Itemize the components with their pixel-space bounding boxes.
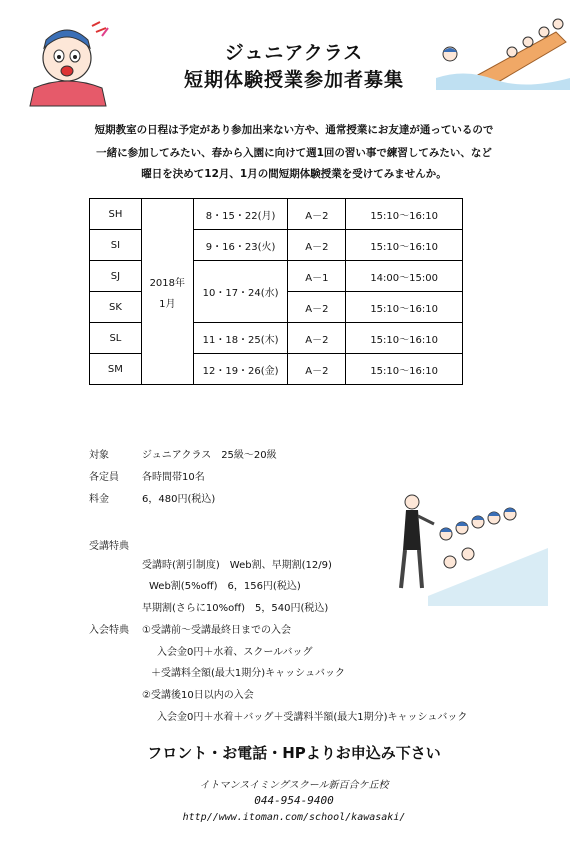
month-year: 2018年 bbox=[149, 277, 186, 289]
class-pool: A－2 bbox=[288, 292, 346, 323]
enroll-line-1: ①受講前〜受講最終日までの入会 bbox=[142, 625, 291, 636]
enroll-label: 入会特典 bbox=[89, 625, 129, 636]
class-code: SL bbox=[90, 323, 142, 354]
class-dates: 10・17・24(水) bbox=[193, 261, 288, 323]
class-code: SH bbox=[90, 199, 142, 230]
instructor-and-children-illustration bbox=[388, 488, 548, 606]
application-call-to-action: フロント・お電話・HPよりお申込み下さい bbox=[147, 744, 441, 762]
class-time: 15:10〜16:10 bbox=[346, 230, 463, 261]
class-time: 15:10〜16:10 bbox=[346, 199, 463, 230]
fee-label: 料金 bbox=[89, 494, 109, 505]
class-dates: 9・16・23(火) bbox=[193, 230, 288, 261]
class-time: 15:10〜16:10 bbox=[346, 354, 463, 385]
title-line-2: 短期体験授業参加者募集 bbox=[183, 69, 404, 91]
class-time: 14:00〜15:00 bbox=[346, 261, 463, 292]
class-pool: A－2 bbox=[288, 354, 346, 385]
class-dates: 12・19・26(金) bbox=[193, 354, 288, 385]
title-line-1: ジュニアクラス bbox=[224, 42, 364, 64]
capacity-label: 各定員 bbox=[89, 472, 119, 483]
enroll-line-2: 入会金0円＋水着、スクールバッグ bbox=[157, 647, 313, 658]
benefits-heading: 受講特典 bbox=[89, 541, 129, 552]
target-label: 対象 bbox=[89, 450, 109, 461]
class-pool: A－1 bbox=[288, 261, 346, 292]
intro-line-3: 曜日を決めて12月、1月の間短期体験授業を受けてみませんか。 bbox=[141, 168, 447, 180]
class-dates: 8・15・22(月) bbox=[193, 199, 288, 230]
phone-number: 044-954-9400 bbox=[254, 794, 334, 807]
enroll-line-5: 入会金0円＋水着＋バッグ＋受講料半額(最大1期分)キャッシュバック bbox=[157, 712, 468, 723]
enroll-line-4: ②受講後10日以内の入会 bbox=[142, 690, 254, 701]
benefit-line-3: 早期割(さらに10%off) 5，540円(税込) bbox=[142, 603, 329, 614]
month: 1月 bbox=[159, 298, 176, 310]
class-dates: 11・18・25(木) bbox=[193, 323, 288, 354]
capacity-value: 各時間帯10名 bbox=[142, 472, 205, 483]
fee-value: 6，480円(税込) bbox=[142, 494, 216, 505]
table-row bbox=[90, 199, 463, 230]
class-code: SI bbox=[90, 230, 142, 261]
schedule-table bbox=[89, 198, 463, 385]
intro-line-2: 一緒に参加してみたい、春から入園に向けて週1回の習い事で練習してみたい、など bbox=[96, 147, 492, 159]
class-code: SM bbox=[90, 354, 142, 385]
school-name: イトマンスイミングスクール新百合ケ丘校 bbox=[199, 780, 389, 791]
class-code: SK bbox=[90, 292, 142, 323]
class-time: 15:10〜16:10 bbox=[346, 323, 463, 354]
benefit-line-2: Web割(5%off) 6，156円(税込) bbox=[149, 581, 301, 592]
class-pool: A－2 bbox=[288, 199, 346, 230]
benefit-line-1: 受講時(割引制度) Web割、早期割(12/9) bbox=[142, 560, 332, 571]
target-value: ジュニアクラス 25級〜20級 bbox=[142, 450, 277, 461]
enroll-line-3: ＋受講料全額(最大1期分)キャッシュバック bbox=[151, 668, 345, 679]
class-code: SJ bbox=[90, 261, 142, 292]
class-time: 15:10〜16:10 bbox=[346, 292, 463, 323]
intro-line-1: 短期教室の日程は予定があり参加出来ない方や、通常授業にお友達が通っているので bbox=[94, 124, 494, 136]
website-url: http//www.itoman.com/school/kawasaki/ bbox=[182, 812, 406, 823]
class-pool: A－2 bbox=[288, 230, 346, 261]
month-cell bbox=[141, 199, 193, 385]
class-pool: A－2 bbox=[288, 323, 346, 354]
